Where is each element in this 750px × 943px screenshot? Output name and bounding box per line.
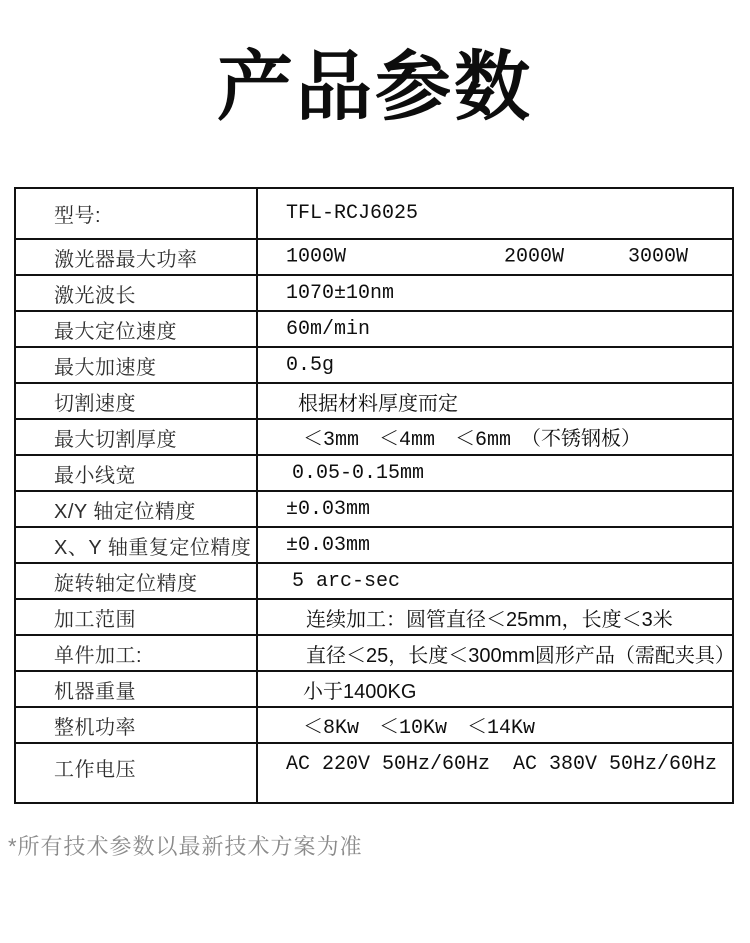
spec-label-max-acceleration: 最大加速度 xyxy=(16,348,258,382)
product-spec-table xyxy=(14,187,734,804)
table-row-working-voltage xyxy=(16,742,732,802)
table-row-rotary-axis-accuracy xyxy=(16,562,732,598)
spec-value-single-piece-processing: 直径＜25，长度＜300mm圆形产品（需配夹具） xyxy=(306,644,735,667)
footnote: *所有技术参数以最新技术方案为准 xyxy=(8,834,363,859)
table-row-machine-weight xyxy=(16,670,732,706)
spec-value-max-positioning-speed: 60m/min xyxy=(286,317,371,341)
table-row-xy-repeat-accuracy xyxy=(16,526,732,562)
spec-label-rotary-axis-accuracy: 旋转轴定位精度 xyxy=(16,564,258,598)
table-row-laser-max-power xyxy=(16,238,732,274)
table-row-model xyxy=(16,189,732,238)
spec-label-single-piece-processing: 单件加工: xyxy=(16,636,258,670)
power-option-2000w: 2000W xyxy=(504,245,565,269)
spec-label-min-line-width: 最小线宽 xyxy=(16,456,258,490)
spec-value-cutting-speed: 根据材料厚度而定 xyxy=(298,392,458,415)
spec-value-machine-weight: 小于1400KG xyxy=(303,680,417,703)
spec-label-model: 型号: xyxy=(16,189,258,238)
spec-label-max-cutting-thickness: 最大切割厚度 xyxy=(16,420,258,454)
table-row-total-power xyxy=(16,706,732,742)
power-option-3000w: 3000W xyxy=(628,245,689,269)
spec-label-total-power: 整机功率 xyxy=(16,708,258,742)
spec-label-xy-positioning-accuracy: X/Y 轴定位精度 xyxy=(16,492,258,526)
spec-label-machine-weight: 机器重量 xyxy=(16,672,258,706)
spec-value-max-cutting-thickness: ＜3mm ＜4mm ＜6mm （不锈钢板） xyxy=(303,429,642,452)
table-row-xy-positioning-accuracy xyxy=(16,490,732,526)
spec-value-max-acceleration: 0.5g xyxy=(286,353,335,377)
spec-value-wavelength: 1070±10nm xyxy=(286,281,395,305)
spec-value-xy-positioning-accuracy: ±0.03mm xyxy=(286,497,371,521)
spec-value-rotary-axis-accuracy: 5 arc-sec xyxy=(292,569,401,593)
spec-value-total-power: ＜8Kw ＜10Kw ＜14Kw xyxy=(303,717,536,740)
table-row-max-positioning-speed xyxy=(16,310,732,346)
table-row-max-acceleration xyxy=(16,346,732,382)
voltage-option-380v: AC 380V 50Hz/60Hz xyxy=(513,753,718,776)
table-row-wavelength xyxy=(16,274,732,310)
spec-value-model: TFL-RCJ6025 xyxy=(286,202,419,225)
page-title: 产品参数 xyxy=(217,45,533,130)
spec-value-working-voltage xyxy=(258,744,732,802)
spec-label-xy-repeat-accuracy: X、Y 轴重复定位精度 xyxy=(16,528,258,562)
spec-value-min-line-width: 0.05-0.15mm xyxy=(292,461,425,485)
spec-label-cutting-speed: 切割速度 xyxy=(16,384,258,418)
spec-label-max-positioning-speed: 最大定位速度 xyxy=(16,312,258,346)
power-option-1000w: 1000W xyxy=(286,245,347,269)
table-row-processing-range xyxy=(16,598,732,634)
spec-value-xy-repeat-accuracy: ±0.03mm xyxy=(286,533,371,557)
spec-label-working-voltage: 工作电压 xyxy=(16,744,258,802)
voltage-option-220v: AC 220V 50Hz/60Hz xyxy=(286,753,491,776)
table-row-min-line-width xyxy=(16,454,732,490)
spec-value-laser-max-power xyxy=(258,240,732,274)
table-row-cutting-speed xyxy=(16,382,732,418)
spec-value-processing-range: 连续加工：圆管直径＜25mm，长度＜3米 xyxy=(306,608,673,631)
table-row-max-cutting-thickness xyxy=(16,418,732,454)
spec-label-processing-range: 加工范围 xyxy=(16,600,258,634)
spec-label-laser-max-power: 激光器最大功率 xyxy=(16,240,258,274)
table-row-single-piece-processing xyxy=(16,634,735,670)
spec-label-wavelength: 激光波长 xyxy=(16,276,258,310)
